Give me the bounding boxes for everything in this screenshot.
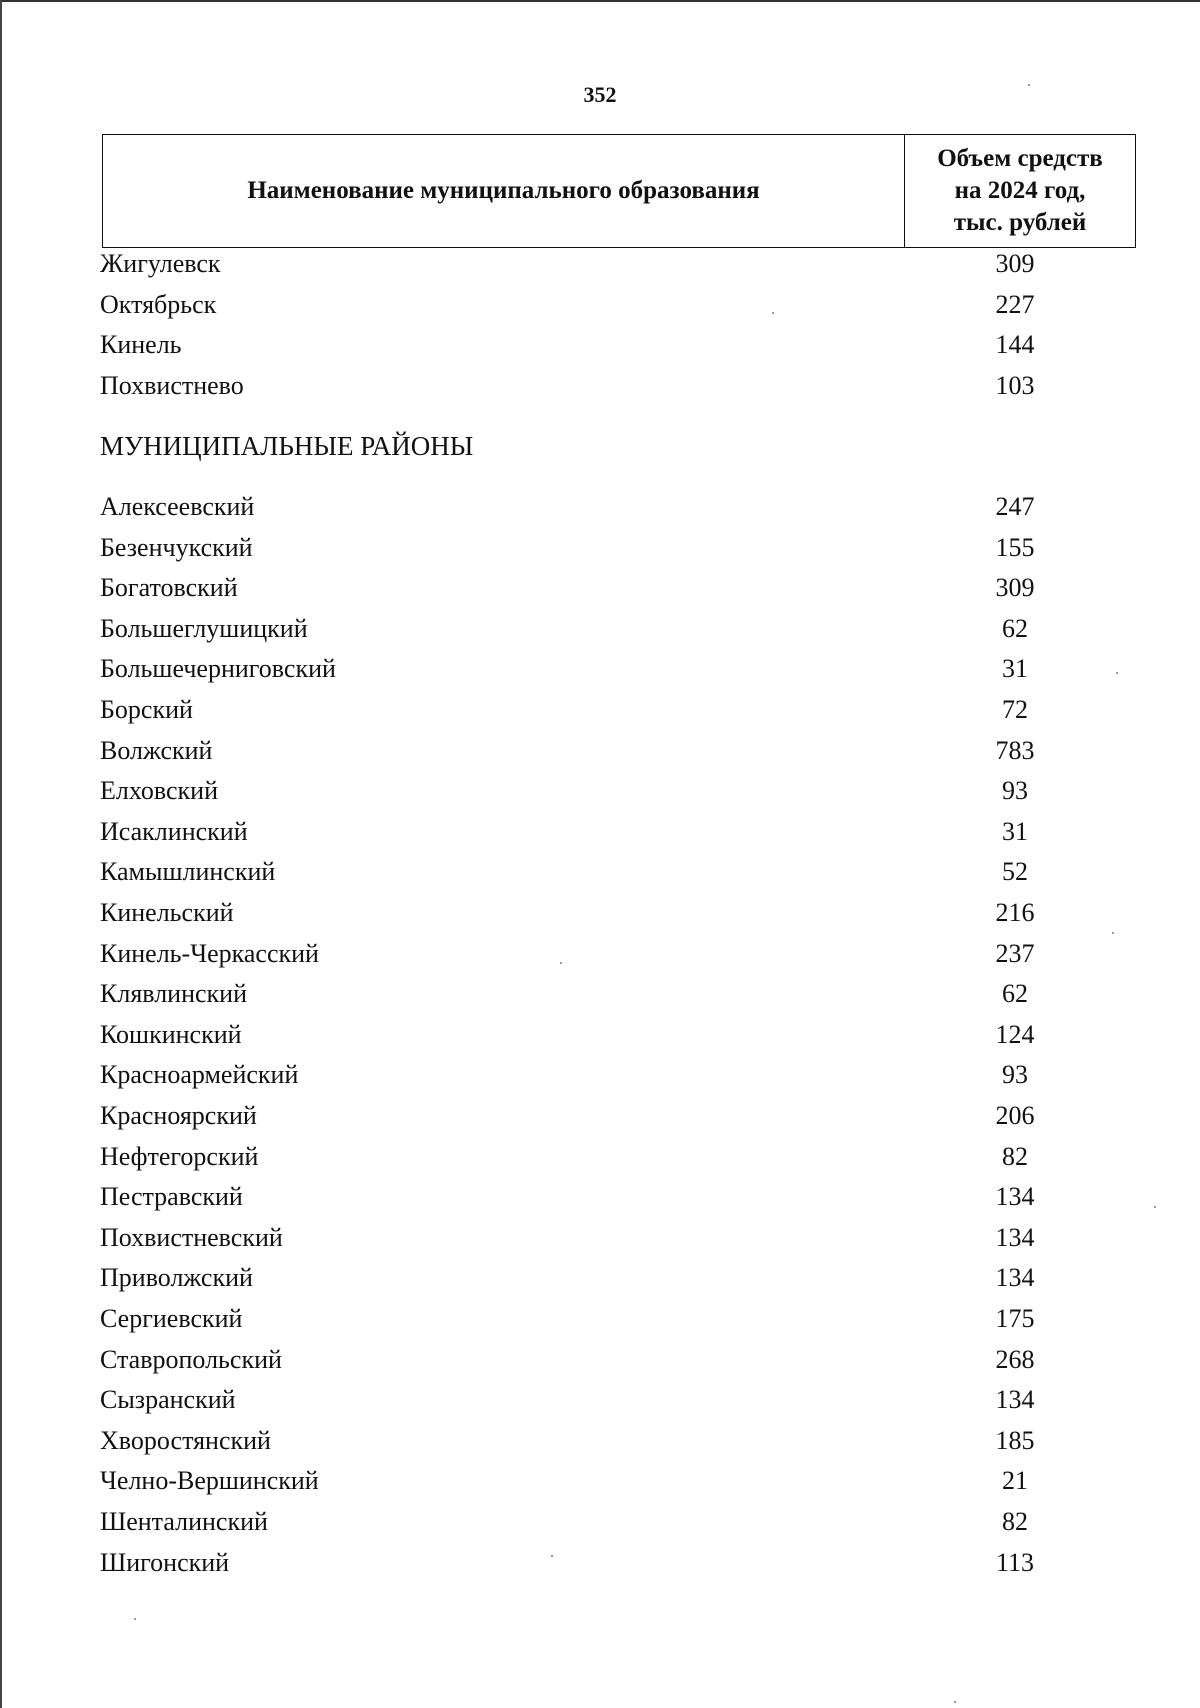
amount-value: 783 bbox=[995, 736, 1035, 765]
table-row bbox=[0, 1548, 1200, 1588]
table-row bbox=[0, 1142, 1200, 1182]
municipality-name: Хворостянский bbox=[100, 1426, 271, 1455]
table-row bbox=[0, 1020, 1200, 1060]
municipality-name: Елховский bbox=[100, 776, 218, 805]
municipality-name: Кинель bbox=[100, 330, 182, 359]
municipality-name: Красноярский bbox=[100, 1101, 257, 1130]
municipality-name: Челно-Вершинский bbox=[100, 1466, 319, 1495]
scan-speck bbox=[551, 1555, 553, 1557]
table-row bbox=[0, 939, 1200, 979]
scan-speck bbox=[954, 1701, 956, 1703]
table-row bbox=[0, 695, 1200, 735]
table-row bbox=[0, 817, 1200, 857]
municipality-name: Красноармейский bbox=[100, 1060, 299, 1089]
table-row bbox=[0, 654, 1200, 694]
table-row bbox=[0, 1304, 1200, 1344]
municipality-name: Сергиевский bbox=[100, 1304, 243, 1333]
amount-value: 247 bbox=[995, 492, 1035, 521]
municipality-name: Приволжский bbox=[100, 1263, 253, 1292]
table-row bbox=[0, 1182, 1200, 1222]
municipality-name: Ставропольский bbox=[100, 1345, 282, 1374]
amount-value: 309 bbox=[995, 573, 1035, 602]
top-border-line bbox=[0, 0, 1200, 2]
municipality-name: Похвистневский bbox=[100, 1223, 283, 1252]
municipality-name: Шенталинский bbox=[100, 1507, 268, 1536]
municipality-name: Шигонский bbox=[100, 1548, 230, 1577]
scan-speck bbox=[1112, 932, 1114, 934]
municipality-name: Жигулевск bbox=[100, 249, 221, 278]
municipality-name: Камышлинский bbox=[100, 857, 276, 886]
amount-value: 52 bbox=[1002, 857, 1028, 886]
header-amount-line-3: тыс. рублей bbox=[953, 209, 1087, 236]
header-amount-line-2: на 2024 год, bbox=[954, 177, 1086, 204]
amount-value: 124 bbox=[995, 1020, 1035, 1049]
amount-value: 62 bbox=[1002, 614, 1028, 643]
municipality-name: Богатовский bbox=[100, 573, 238, 602]
municipality-name: Октябрьск bbox=[100, 290, 217, 319]
table-row bbox=[0, 1060, 1200, 1100]
table-row bbox=[0, 573, 1200, 613]
scan-speck bbox=[772, 312, 774, 314]
municipality-name: Кошкинский bbox=[100, 1020, 242, 1049]
table-row bbox=[0, 1385, 1200, 1425]
amount-value: 72 bbox=[1002, 695, 1028, 724]
amount-value: 134 bbox=[995, 1385, 1035, 1414]
municipality-name: Исаклинский bbox=[100, 817, 248, 846]
scan-speck bbox=[134, 1618, 136, 1620]
table-row bbox=[0, 898, 1200, 938]
municipality-name: Кинельский bbox=[100, 898, 234, 927]
municipality-name: Нефтегорский bbox=[100, 1142, 259, 1171]
table-row bbox=[0, 290, 1200, 330]
amount-value: 21 bbox=[1002, 1466, 1028, 1495]
amount-value: 31 bbox=[1002, 817, 1028, 846]
amount-value: 134 bbox=[995, 1182, 1035, 1211]
amount-value: 237 bbox=[995, 939, 1035, 968]
amount-value: 206 bbox=[995, 1101, 1035, 1130]
page-number: 352 bbox=[583, 82, 617, 107]
scan-speck bbox=[1116, 672, 1118, 674]
amount-value: 309 bbox=[995, 249, 1035, 278]
table-row bbox=[0, 1426, 1200, 1466]
table-row bbox=[0, 776, 1200, 816]
amount-value: 93 bbox=[1002, 1060, 1028, 1089]
table-row bbox=[0, 1466, 1200, 1506]
amount-value: 93 bbox=[1002, 776, 1028, 805]
amount-value: 175 bbox=[995, 1304, 1035, 1333]
table-row bbox=[0, 1263, 1200, 1303]
municipality-name: Сызранский bbox=[100, 1385, 236, 1414]
amount-value: 82 bbox=[1002, 1142, 1028, 1171]
amount-value: 31 bbox=[1002, 654, 1028, 683]
amount-value: 62 bbox=[1002, 979, 1028, 1008]
header-name-column: Наименование муниципального образования bbox=[103, 135, 905, 247]
table-row bbox=[0, 614, 1200, 654]
scan-speck bbox=[1154, 1206, 1156, 1208]
table-row bbox=[0, 371, 1200, 411]
table-row bbox=[0, 1101, 1200, 1141]
table-row bbox=[0, 1507, 1200, 1547]
table-row bbox=[0, 857, 1200, 897]
amount-value: 155 bbox=[995, 533, 1035, 562]
amount-value: 268 bbox=[995, 1345, 1035, 1374]
amount-value: 144 bbox=[995, 330, 1035, 359]
municipality-name: Большеглушицкий bbox=[100, 614, 308, 643]
amount-value: 134 bbox=[995, 1263, 1035, 1292]
table-row bbox=[0, 249, 1200, 289]
amount-value: 82 bbox=[1002, 1507, 1028, 1536]
amount-value: 227 bbox=[995, 290, 1035, 319]
table-row bbox=[0, 1345, 1200, 1385]
amount-value: 113 bbox=[995, 1548, 1035, 1577]
section-title: МУНИЦИПАЛЬНЫЕ РАЙОНЫ bbox=[100, 431, 474, 461]
municipality-name: Похвистнево bbox=[100, 371, 244, 400]
table-header bbox=[102, 134, 1136, 248]
header-amount-line-1: Объем средств bbox=[937, 145, 1103, 172]
table-row bbox=[0, 533, 1200, 573]
table-row bbox=[0, 330, 1200, 370]
amount-value: 134 bbox=[995, 1223, 1035, 1252]
header-amount-column bbox=[905, 135, 1135, 247]
table-row bbox=[0, 492, 1200, 532]
scan-speck bbox=[1028, 84, 1030, 86]
municipality-name: Волжский bbox=[100, 736, 213, 765]
municipality-name: Борский bbox=[100, 695, 193, 724]
table-row bbox=[0, 979, 1200, 1019]
municipality-name: Клявлинский bbox=[100, 979, 248, 1008]
scan-speck bbox=[560, 962, 562, 964]
amount-value: 185 bbox=[995, 1426, 1035, 1455]
amount-value: 103 bbox=[995, 371, 1035, 400]
table-row bbox=[0, 1223, 1200, 1263]
municipality-name: Алексеевский bbox=[100, 492, 255, 521]
municipality-name: Большечерниговский bbox=[100, 654, 336, 683]
municipality-name: Безенчукский bbox=[100, 533, 253, 562]
table-row bbox=[0, 736, 1200, 776]
municipality-name: Пестравский bbox=[100, 1182, 243, 1211]
amount-value: 216 bbox=[995, 898, 1035, 927]
municipality-name: Кинель-Черкасский bbox=[100, 939, 319, 968]
